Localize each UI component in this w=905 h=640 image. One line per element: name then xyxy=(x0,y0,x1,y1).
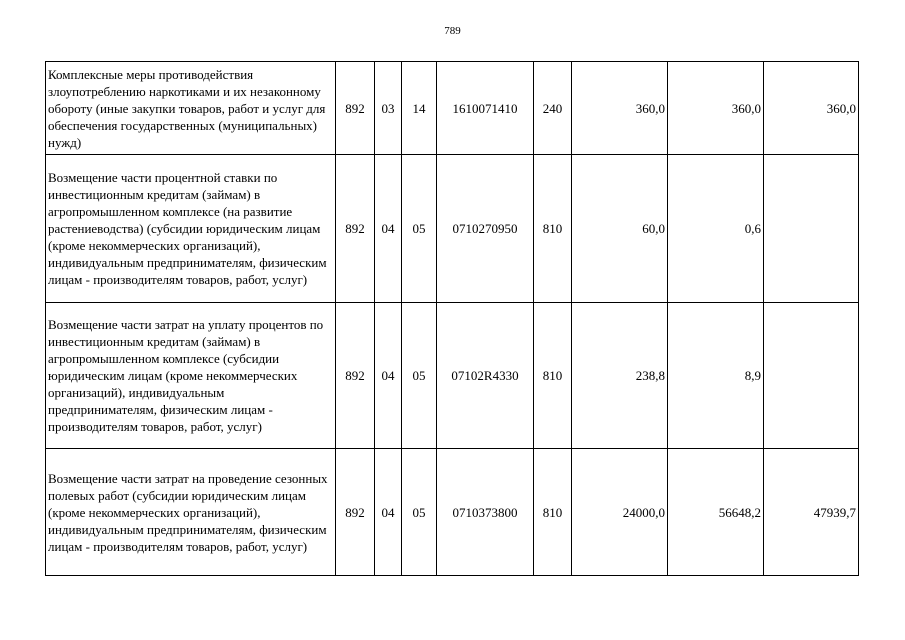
section-code: 04 xyxy=(375,303,402,449)
budget-table xyxy=(45,61,859,576)
section-code: 03 xyxy=(375,62,402,155)
amount-3: 47939,7 xyxy=(764,449,859,576)
row-description: Комплексные меры противодействия злоупотреблению наркотиками и их незаконному обороту (иные закупки товаров, работ и услуг для обеспечения государственных (муниципальных) нужд) xyxy=(46,62,336,155)
table-row xyxy=(46,62,859,155)
ministry-code: 892 xyxy=(336,155,375,303)
page-number: 789 xyxy=(444,25,461,37)
table-row xyxy=(46,303,859,449)
amount-2: 8,9 xyxy=(668,303,764,449)
amount-2: 360,0 xyxy=(668,62,764,155)
row-description: Возмещение части затрат на проведение сезонных полевых работ (субсидии юридическим лицам (кроме некоммерческих организаций), индивидуальным предпринимателям, физическим лицам - производителям товаров, работ, услуг) xyxy=(46,449,336,576)
expense-type-code: 240 xyxy=(534,62,572,155)
subsection-code: 05 xyxy=(402,155,437,303)
amount-2: 56648,2 xyxy=(668,449,764,576)
amount-1: 24000,0 xyxy=(572,449,668,576)
ministry-code: 892 xyxy=(336,449,375,576)
amount-3: 360,0 xyxy=(764,62,859,155)
target-article-code: 0710270950 xyxy=(437,155,534,303)
amount-3 xyxy=(764,303,859,449)
target-article-code: 1610071410 xyxy=(437,62,534,155)
target-article-code: 07102R4330 xyxy=(437,303,534,449)
section-code: 04 xyxy=(375,155,402,303)
table-row xyxy=(46,155,859,303)
row-description: Возмещение части затрат на уплату процентов по инвестиционным кредитам (займам) в агропромышленном комплексе (субсидии юридическим лицам (кроме некоммерческих организаций), индивидуальным предпринимателям, физическим лицам - производителям товаров, работ, услуг) xyxy=(46,303,336,449)
ministry-code: 892 xyxy=(336,62,375,155)
subsection-code: 05 xyxy=(402,303,437,449)
subsection-code: 05 xyxy=(402,449,437,576)
amount-2: 0,6 xyxy=(668,155,764,303)
target-article-code: 0710373800 xyxy=(437,449,534,576)
amount-1: 360,0 xyxy=(572,62,668,155)
table-row xyxy=(46,449,859,576)
amount-1: 60,0 xyxy=(572,155,668,303)
expense-type-code: 810 xyxy=(534,155,572,303)
ministry-code: 892 xyxy=(336,303,375,449)
amount-3 xyxy=(764,155,859,303)
section-code: 04 xyxy=(375,449,402,576)
expense-type-code: 810 xyxy=(534,449,572,576)
expense-type-code: 810 xyxy=(534,303,572,449)
row-description: Возмещение части процентной ставки по инвестиционным кредитам (займам) в агропромышленном комплексе (на развитие растениеводства) (субсидии юридическим лицам (кроме некоммерческих организаций), индивидуальным предпринимателям, физическим лицам - производителям товаров, работ, услуг) xyxy=(46,155,336,303)
subsection-code: 14 xyxy=(402,62,437,155)
amount-1: 238,8 xyxy=(572,303,668,449)
